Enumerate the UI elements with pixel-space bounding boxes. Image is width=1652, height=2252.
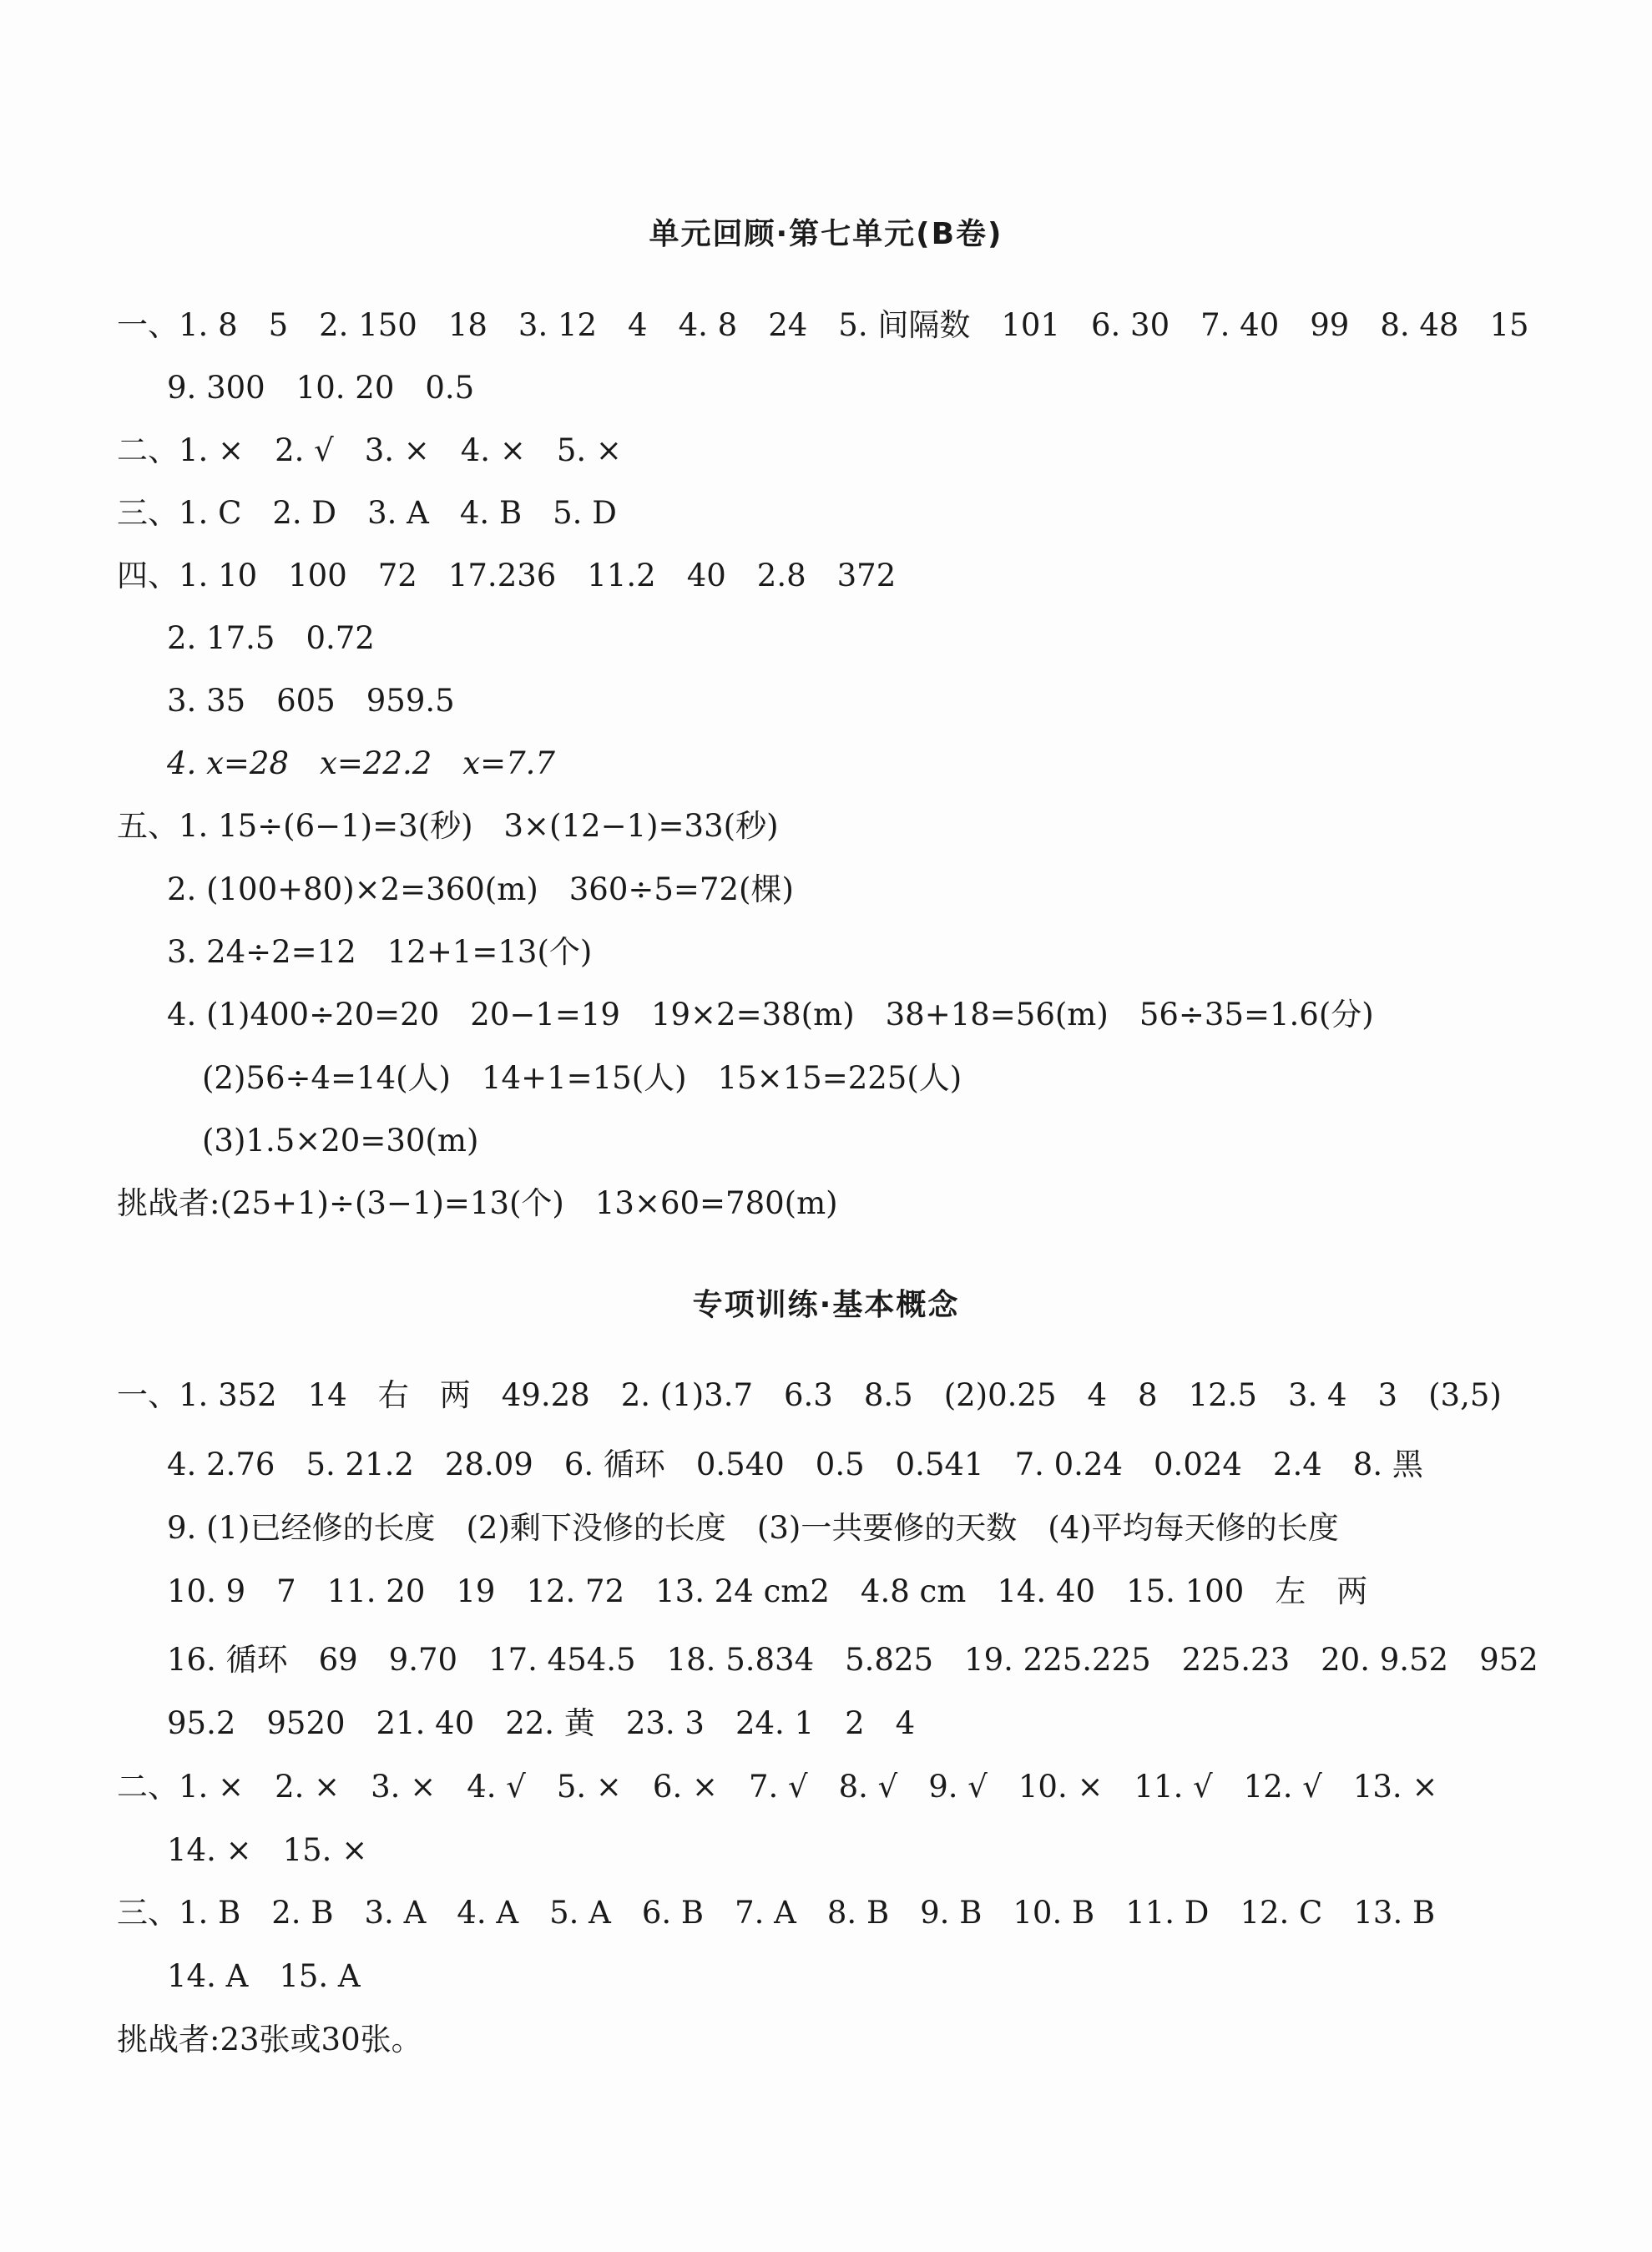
s1-line-9: 五、1. 15÷(6−1)=3(秒) 3×(12−1)=33(秒) [117,808,779,844]
s2-line-10: 14. A 15. A [167,1958,361,1994]
s2-line-8: 14. × 15. × [167,1832,368,1868]
s1-line-7: 3. 35 605 959.5 [167,683,455,719]
s1-line-4: 三、1. C 2. D 3. A 4. B 5. D [117,495,617,531]
s2-line-3: 9. (1)已经修的长度 (2)剩下没修的长度 (3)一共要修的天数 (4)平均每天修的长度 [167,1510,1339,1546]
s1-line-6: 2. 17.5 0.72 [167,620,375,656]
s2-line-9: 三、1. B 2. B 3. A 4. A 5. A 6. B 7. A 8. B 9. B 10. B 11. D 12. C 13. B [117,1895,1436,1931]
s2-line-4: 10. 9 7 11. 20 19 12. 72 13. 24 cm2 4.8 cm 14. 40 15. 100 左 两 [167,1573,1368,1609]
s2-line-7: 二、1. × 2. × 3. × 4. √ 5. × 6. × 7. √ 8. √ 9. √ 10. × 11. √ 12. √ 13. × [117,1769,1438,1805]
s1-line-5: 四、1. 10 100 72 17.236 11.2 40 2.8 372 [117,558,897,593]
s2-line-6: 95.2 9520 21. 40 22. 黄 23. 3 24. 1 2 4 [167,1705,916,1741]
section-title-unit-review: 单元回顾·第七单元(B卷) [649,217,1003,251]
s2-line-5: 16. 循环 69 9.70 17. 454.5 18. 5.834 5.825 19. 225.225 225.23 20. 9.52 952 [167,1642,1538,1678]
section-title-special-training: 专项训练·基本概念 [692,1288,960,1322]
s1-line-12: 4. (1)400÷20=20 20−1=19 19×2=38(m) 38+18=56(m) 56÷35=1.6(分) [167,997,1374,1033]
s2-challenge: 挑战者:23张或30张。 [117,2022,422,2058]
s1-line-1: 一、1. 8 5 2. 150 18 3. 12 4 4. 8 24 5. 间隔数 101 6. 30 7. 40 99 8. 48 15 [117,307,1529,343]
s1-line-14: (3)1.5×20=30(m) [202,1123,479,1159]
s2-line-2: 4. 2.76 5. 21.2 28.09 6. 循环 0.540 0.5 0.541 7. 0.24 0.024 2.4 8. 黑 [167,1447,1423,1482]
s1-line-8: 4. x=28 x=22.2 x=7.7 [167,745,555,781]
s1-line-10: 2. (100+80)×2=360(m) 360÷5=72(棵) [167,871,794,907]
s1-line-3: 二、1. × 2. √ 3. × 4. × 5. × [117,432,622,468]
s1-line-13: (2)56÷4=14(人) 14+1=15(人) 15×15=225(人) [202,1060,962,1096]
s2-line-1: 一、1. 352 14 右 两 49.28 2. (1)3.7 6.3 8.5 (2)0.25 4 8 12.5 3. 4 3 (3,5) [117,1377,1502,1413]
s1-line-11: 3. 24÷2=12 12+1=13(个) [167,934,593,970]
s1-line-2: 9. 300 10. 20 0.5 [167,370,475,406]
s1-challenge: 挑战者:(25+1)÷(3−1)=13(个) 13×60=780(m) [117,1185,838,1221]
